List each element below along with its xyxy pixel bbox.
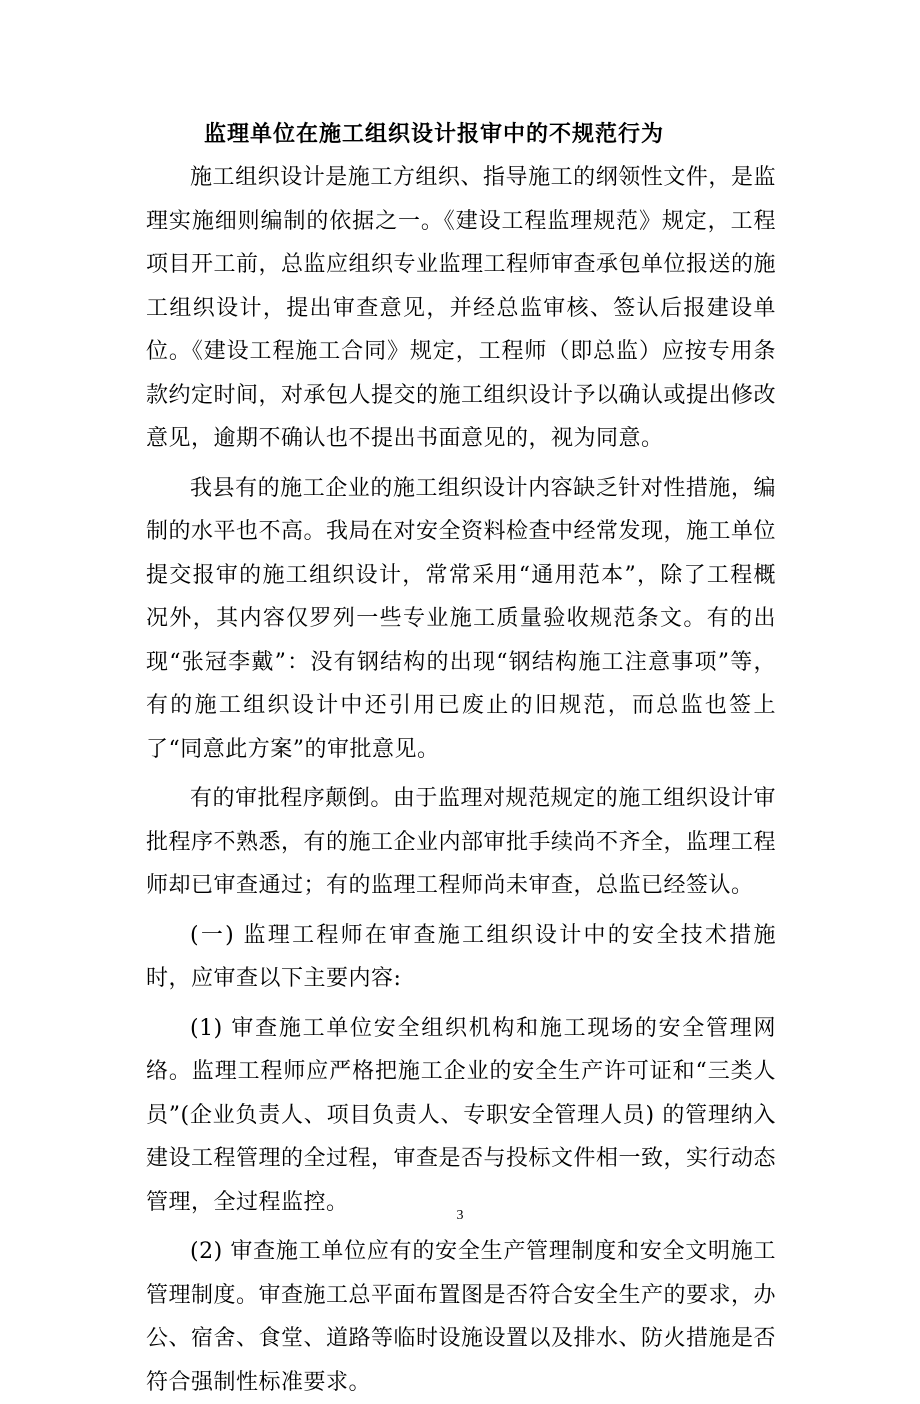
- paragraph-1: 施工组织设计是施工方组织、指导施工的纲领性文件，是监理实施细则编制的依据之一。《建设工程监理规范》规定，工程项目开工前，总监应组织专业监理工程师审查承包单位报送的施工组织设计，提出审查意见，并经总监审核、签认后报建设单位。《建设工程施工合同》规定，工程师（即总监）应按专用条款约定时间，对承包人提交的施工组织设计予以确认或提出修改意见，逾期不确认也不提出书面意见的，视为同意。: [146, 165, 777, 451]
- paragraph-3: 有的审批程序颠倒。由于监理对规范规定的施工组织设计审批程序不熟悉，有的施工企业内部审批手续尚不齐全，监理工程师却已审查通过；有的监理工程师尚未审查，总监已经签认。: [146, 786, 777, 898]
- paragraph-6: (2) 审查施工单位应有的安全生产管理制度和安全文明施工管理制度。审查施工总平面布置图是否符合安全生产的要求，办公、宿舍、食堂、道路等临时设施设置以及排水、防火措施是否符合强制性标准要求。: [146, 1239, 777, 1395]
- page-number: 3: [456, 1208, 464, 1223]
- document-title: 监理单位在施工组织设计报审中的不规范行为: [204, 121, 665, 147]
- paragraph-5: (1) 审查施工单位安全组织机构和施工现场的安全管理网络。监理工程师应严格把施工企业的安全生产许可证和“三类人员”(企业负责人、项目负责人、专职安全管理人员) 的管理纳入建设工程管理的全过程，审查是否与投标文件相一致，实行动态管理，全过程监控。: [146, 1015, 777, 1215]
- paragraph-2: 我县有的施工企业的施工组织设计内容缺乏针对性措施，编制的水平也不高。我局在对安全资料检查中经常发现，施工单位提交报审的施工组织设计，常常采用“通用范本”，除了工程概况外，其内容仅罗列一些专业施工质量验收规范条文。有的出现“张冠李戴”：没有钢结构的出现“钢结构施工注意事项”等，有的施工组织设计中还引用已废止的旧规范，而总监也签上了“同意此方案”的审批意见。: [146, 475, 777, 762]
- paragraph-4: (一) 监理工程师在审查施工组织设计中的安全技术措施时，应审查以下主要内容:: [146, 922, 776, 991]
